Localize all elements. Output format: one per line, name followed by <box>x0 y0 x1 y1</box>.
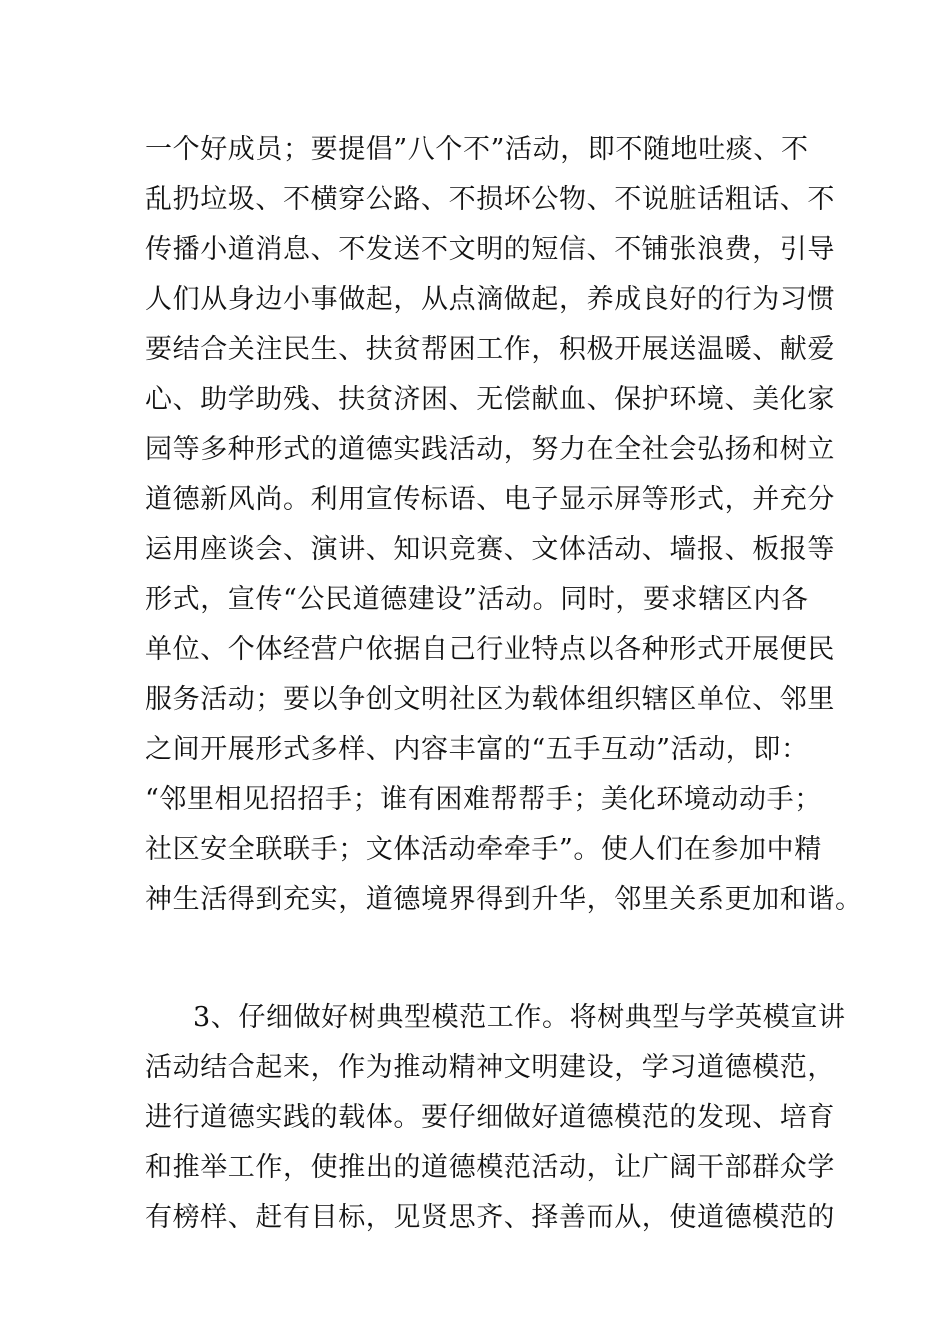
text-line: 一个好成员；要提倡”八个不”活动，即不随地吐痰、不 <box>145 134 809 165</box>
text-line: 运用座谈会、演讲、知识竞赛、文体活动、墙报、板报等 <box>145 534 835 565</box>
text-line: 要结合关注民生、扶贫帮困工作，积极开展送温暖、献爱 <box>145 334 835 365</box>
text-line: 单位、个体经营户依据自己行业特点以各种形式开展便民 <box>145 634 835 665</box>
text-line: 3、仔细做好树典型模范工作。将树典型与学英模宣讲 <box>193 1002 846 1033</box>
text-line: 传播小道消息、不发送不文明的短信、不铺张浪费，引导 <box>145 234 835 265</box>
text-line: 有榜样、赶有目标，见贤思齐、择善而从，使道德模范的 <box>145 1202 835 1233</box>
text-line: 道德新风尚。利用宣传标语、电子显示屏等形式，并充分 <box>145 484 835 515</box>
text-line: 人们从身边小事做起，从点滴做起，养成良好的行为习惯 <box>145 284 835 315</box>
text-line: 园等多种形式的道德实践活动，努力在全社会弘扬和树立 <box>145 434 835 465</box>
text-line: “邻里相见招招手；谁有困难帮帮手；美化环境动动手； <box>145 784 822 815</box>
text-line: 服务活动；要以争创文明社区为载体组织辖区单位、邻里 <box>145 684 835 715</box>
text-line: 神生活得到充实，道德境界得到升华，邻里关系更加和谐。 <box>145 884 863 915</box>
text-line: 心、助学助残、扶贫济困、无偿献血、保护环境、美化家 <box>145 384 835 415</box>
text-line: 之间开展形式多样、内容丰富的“五手互动”活动，即： <box>145 734 809 765</box>
text-line: 进行道德实践的载体。要仔细做好道德模范的发现、培育 <box>145 1102 835 1133</box>
text-line: 活动结合起来，作为推动精神文明建设，学习道德模范， <box>145 1052 835 1083</box>
text-line: 乱扔垃圾、不横穿公路、不损坏公物、不说脏话粗话、不 <box>145 184 835 215</box>
text-line: 和推举工作，使推出的道德模范活动，让广阔干部群众学 <box>145 1152 835 1183</box>
text-line: 社区安全联联手；文体活动牵牵手”。使人们在参加中精 <box>145 834 822 865</box>
text-line: 形式，宣传“公民道德建设”活动。同时，要求辖区内各 <box>145 584 809 615</box>
